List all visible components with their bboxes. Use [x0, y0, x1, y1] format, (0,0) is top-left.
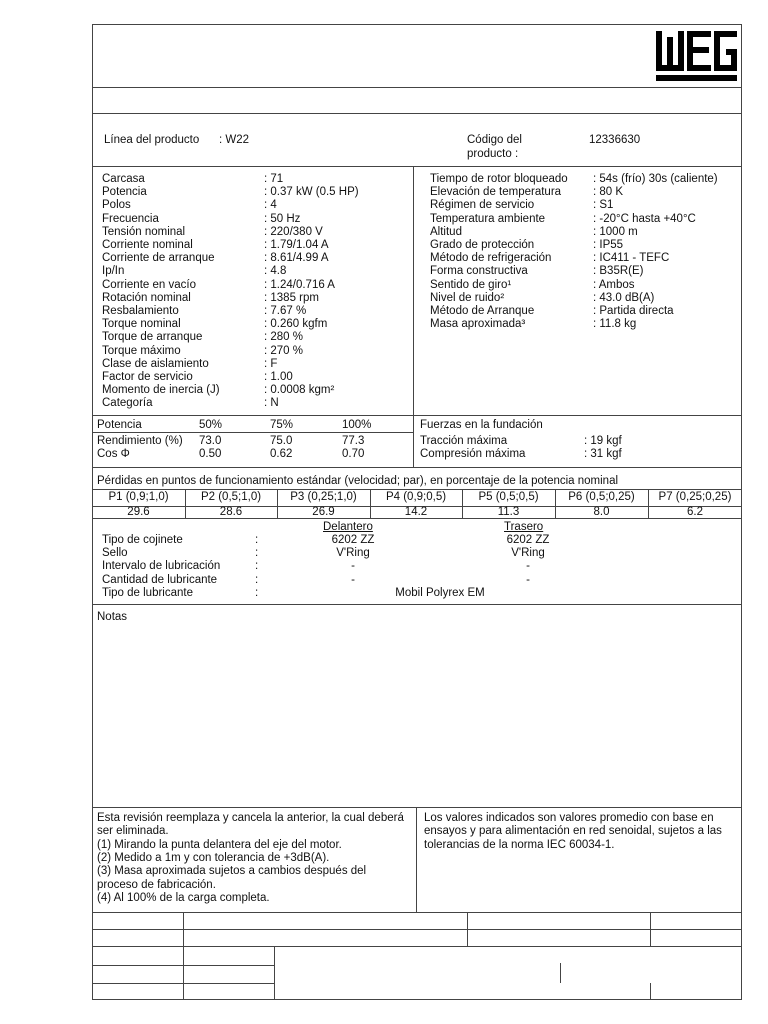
spec-value: : 50 Hz	[264, 212, 301, 225]
spec-label: Elevación de temperatura	[430, 186, 562, 199]
spec-value: : F	[264, 357, 278, 370]
divider	[92, 415, 742, 416]
note-line: (3) Masa aproximada sujetos a cambios después del	[97, 865, 367, 878]
spec-value: : 270 %	[264, 344, 303, 357]
compression-value: : 31 kgf	[584, 448, 622, 460]
spec-label: Torque nominal	[102, 318, 181, 331]
loss-value: 14.2	[404, 506, 428, 518]
spec-value: : 1000 m	[593, 225, 638, 238]
bearing-rear: -	[526, 560, 530, 573]
divider	[92, 432, 413, 433]
divider	[92, 467, 742, 468]
cosphi-label: Cos Φ	[97, 448, 130, 460]
spec-value: : 43.0 dB(A)	[593, 291, 655, 304]
divider	[413, 166, 414, 467]
note-line: ensayos y para alimentación en red senoidal, sujetos a las	[424, 825, 722, 838]
spec-label: Tiempo de rotor bloqueado	[430, 173, 568, 185]
spec-label: Rotación nominal	[102, 291, 191, 304]
divider	[92, 489, 742, 490]
product-line-label: Línea del producto	[104, 134, 200, 146]
traction-value: : 19 kgf	[584, 435, 622, 447]
spec-label: Corriente nominal	[102, 239, 193, 251]
spec-label: Grado de protección	[430, 239, 535, 251]
divider	[183, 912, 184, 1000]
bearing-front: 6202 ZZ	[331, 534, 375, 546]
bearing-label: Cantidad de lubricante	[102, 573, 218, 586]
note-line: proceso de fabricación.	[97, 878, 216, 891]
notes-title: Notas	[97, 611, 128, 623]
spec-label: Temperatura ambiente	[430, 212, 546, 225]
spec-label: Categoría	[102, 397, 153, 410]
spec-value: : 54s (frío) 30s (caliente)	[593, 173, 718, 185]
spec-label: Polos	[102, 199, 131, 212]
spec-value: : Ambos	[593, 278, 635, 291]
bearing-colon: :	[255, 573, 259, 586]
note-line: (1) Mirando la punta delantera del eje del motor.	[97, 838, 342, 851]
note-line: (2) Medido a 1m y con tolerancia de +3dB(A).	[97, 851, 330, 864]
loss-header: P2 (0,5;1,0)	[200, 491, 262, 503]
divider	[92, 166, 742, 167]
bearing-front: -	[351, 573, 355, 586]
spec-label: Método de refrigeración	[430, 252, 552, 265]
loss-value: 8.0	[593, 506, 610, 518]
loss-value: 6.2	[687, 506, 703, 518]
spec-value: : IP55	[593, 239, 624, 251]
lubricant-type-value: Mobil Polyrex EM	[395, 587, 485, 599]
spec-value: : 1385 rpm	[264, 291, 319, 304]
loss-value: 11.3	[497, 506, 520, 518]
loss-header: P1 (0,9;1,0)	[108, 491, 169, 503]
divider	[92, 604, 742, 605]
bearing-label: Intervalo de lubricación	[102, 560, 221, 573]
spec-label: Resbalamiento	[102, 305, 179, 317]
spec-label: Potencia	[102, 186, 147, 199]
spec-value: : 80 K	[593, 186, 624, 199]
traction-label: Tracción máxima	[420, 435, 508, 447]
loss-header: P3 (0,25;1,0)	[290, 491, 357, 503]
bearing-colon: :	[255, 547, 259, 560]
product-code-label-2: producto :	[467, 148, 519, 160]
divider	[92, 929, 742, 930]
bearing-rear: 6202 ZZ	[506, 534, 550, 546]
spec-label: Factor de servicio	[102, 371, 193, 383]
loss-header: P6 (0,5;0,25)	[568, 491, 635, 503]
bearing-rear: V'Ring	[511, 547, 545, 560]
divider	[92, 113, 742, 114]
efficiency-75: 75.0	[270, 435, 293, 447]
rear-label: Trasero	[504, 521, 544, 533]
spec-value: : 8.61/4.99 A	[264, 252, 329, 265]
spec-value: : 11.8 kg	[593, 318, 637, 331]
performance-header-100: 100%	[342, 419, 372, 431]
efficiency-50: 73.0	[199, 435, 222, 447]
loss-value: 26.9	[312, 506, 335, 518]
foundation-title: Fuerzas en la fundación	[420, 419, 543, 431]
spec-label: Momento de inercia (J)	[102, 384, 220, 397]
spec-value: : 4.8	[264, 265, 287, 278]
divider	[416, 807, 417, 912]
spec-value: : 7.67 %	[264, 305, 307, 317]
bearing-front: V'Ring	[336, 547, 370, 560]
spec-value: : -20°C hasta +40°C	[593, 212, 696, 225]
spec-label: Corriente de arranque	[102, 252, 215, 265]
bearing-colon: :	[255, 534, 259, 546]
divider	[650, 983, 651, 1000]
spec-value: : 0.0008 kgm²	[264, 384, 335, 397]
spec-value: : B35R(E)	[593, 265, 644, 278]
note-line: Esta revisión reemplaza y cancela la anterior, la cual deberá	[97, 812, 404, 824]
lubricant-type-colon: :	[255, 587, 259, 599]
bearing-rear: -	[526, 573, 530, 586]
bearing-front: -	[351, 560, 355, 573]
bearing-colon: :	[255, 560, 259, 573]
divider	[467, 912, 468, 946]
compression-label: Compresión máxima	[420, 448, 526, 460]
efficiency-100: 77.3	[342, 435, 365, 447]
spec-value: : Partida directa	[593, 305, 674, 317]
spec-label: Forma constructiva	[430, 265, 528, 278]
cosphi-50: 0.50	[199, 448, 222, 460]
loss-value: 28.6	[219, 506, 243, 518]
divider	[650, 912, 651, 946]
spec-value: : 280 %	[264, 331, 303, 344]
divider	[274, 946, 275, 1000]
spec-label: Sentido de giro¹	[430, 278, 512, 291]
loss-header: P4 (0,9;0,5)	[385, 491, 447, 503]
efficiency-label: Rendimiento (%)	[97, 435, 183, 447]
spec-label: Ip/In	[102, 265, 125, 278]
divider	[92, 87, 742, 88]
note-line: (4) Al 100% de la carga completa.	[97, 891, 270, 904]
performance-header-label: Potencia	[97, 419, 142, 431]
spec-value: : 0.37 kW (0.5 HP)	[264, 186, 359, 199]
bearing-label: Tipo de cojinete	[102, 534, 183, 546]
spec-label: Masa aproximada³	[430, 318, 526, 331]
spec-label: Nivel de ruido²	[430, 291, 505, 304]
spec-label: Frecuencia	[102, 212, 159, 225]
lubricant-type-label: Tipo de lubricante	[102, 587, 193, 599]
spec-label: Altitud	[430, 225, 462, 238]
bearing-label: Sello	[102, 547, 128, 560]
losses-title: Pérdidas en puntos de funcionamiento estándar (velocidad; par), en porcentaje de la potencia nominal	[97, 475, 619, 487]
performance-header-75: 75%	[270, 419, 294, 431]
divider	[560, 963, 561, 983]
spec-value: : 71	[264, 173, 284, 185]
weg-logo	[653, 27, 739, 85]
loss-value: 29.6	[127, 506, 150, 518]
spec-label: Carcasa	[102, 173, 145, 185]
loss-header: P5 (0,5;0,5)	[478, 491, 539, 503]
spec-label: Tensión nominal	[102, 225, 186, 238]
cosphi-100: 0.70	[342, 448, 365, 460]
loss-header: P7 (0,25;0,25)	[658, 491, 732, 503]
divider	[92, 912, 742, 913]
note-line: ser eliminada.	[97, 825, 169, 838]
spec-label: Régimen de servicio	[430, 199, 535, 212]
spec-value: : 4	[264, 199, 277, 212]
spec-value: : 0.260 kgfm	[264, 318, 328, 331]
spec-label: Clase de aislamiento	[102, 357, 209, 370]
cosphi-75: 0.62	[270, 448, 293, 460]
performance-header-50: 50%	[199, 419, 223, 431]
spec-value: : 1.00	[264, 371, 293, 383]
spec-label: Torque máximo	[102, 344, 181, 357]
front-label: Delantero	[323, 521, 373, 533]
spec-value: : IC411 - TEFC	[593, 252, 670, 265]
note-line: tolerancias de la norma IEC 60034-1.	[424, 838, 615, 851]
spec-value: : N	[264, 397, 279, 410]
spec-value: : 1.24/0.716 A	[264, 278, 335, 291]
spec-label: Corriente en vacío	[102, 278, 196, 291]
divider	[92, 946, 742, 947]
spec-value: : 1.79/1.04 A	[264, 239, 329, 251]
product-line-value: : W22	[219, 134, 250, 146]
spec-value: : 220/380 V	[264, 225, 323, 238]
product-code-label: Código del	[467, 134, 522, 146]
divider	[92, 807, 742, 808]
note-line: Los valores indicados son valores promedio con base en	[424, 812, 714, 824]
spec-label: Método de Arranque	[430, 305, 535, 317]
product-code-value: 12336630	[589, 134, 641, 146]
spec-value: : S1	[593, 199, 614, 212]
spec-label: Torque de arranque	[102, 331, 203, 344]
